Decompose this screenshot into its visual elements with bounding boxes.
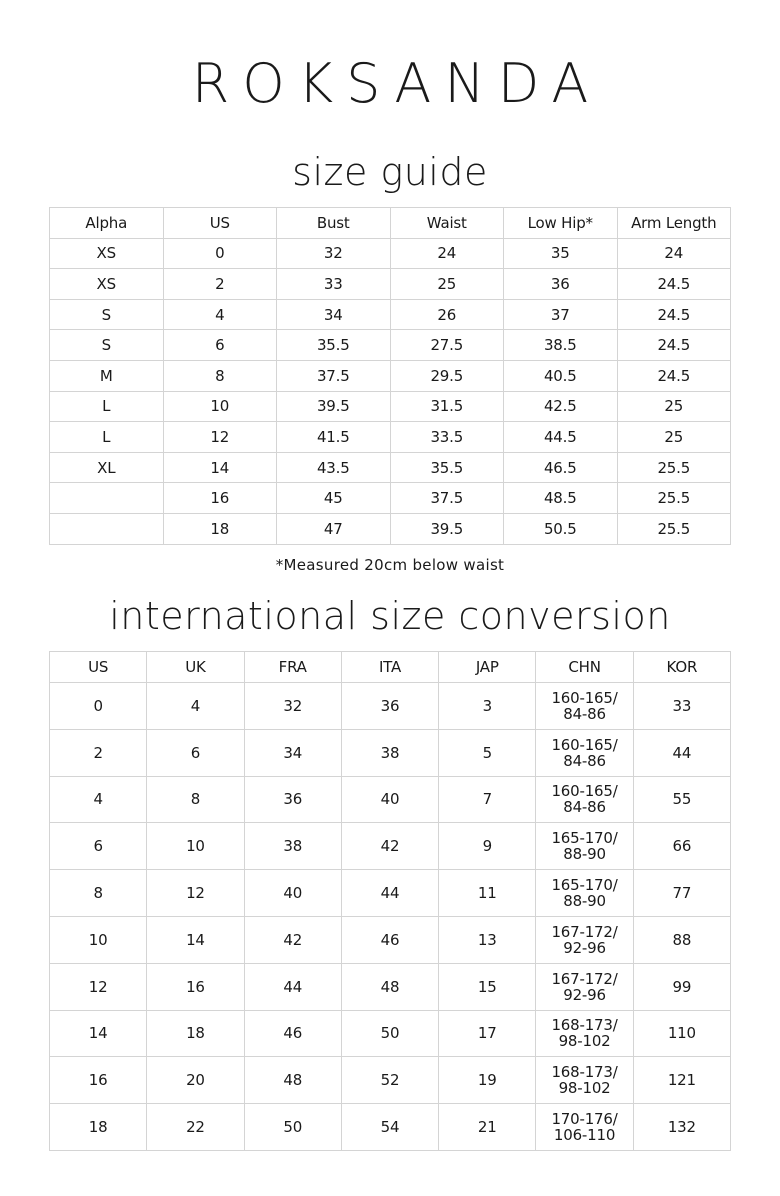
conversion-cell-fra: 46: [244, 1010, 341, 1057]
conversion-cell-ita: 46: [341, 916, 438, 963]
conversion-cell-us: 12: [50, 963, 147, 1010]
conversion-chn-line: 168-173/: [551, 1063, 618, 1082]
size-guide-header-us: US: [163, 208, 277, 239]
conversion-header-ita: ITA: [341, 652, 438, 683]
size-guide-cell-us: 12: [163, 422, 277, 453]
size-guide-header-alpha: Alpha: [50, 208, 164, 239]
size-guide-cell-bust: 45: [277, 483, 391, 514]
conversion-cell-us: 2: [50, 729, 147, 776]
conversion-chn-line: 106-110: [553, 1126, 616, 1145]
conversion-body: [50, 683, 731, 1151]
table-row: [50, 1104, 731, 1151]
size-guide-cell-waist: 26: [390, 299, 504, 330]
size-guide-cell-arm-length: 25.5: [617, 483, 731, 514]
conversion-cell-ita: 42: [341, 823, 438, 870]
size-conversion-table: [49, 651, 731, 1151]
size-guide-cell-low-hip: 48.5: [504, 483, 618, 514]
brand-logo: ROKSANDA: [191, 52, 602, 115]
conversion-header-fra: FRA: [244, 652, 341, 683]
conversion-cell-ita: 40: [341, 776, 438, 823]
conversion-cell-uk: 6: [147, 729, 244, 776]
conversion-cell-jap: 17: [439, 1010, 536, 1057]
conversion-cell-ita: 54: [341, 1104, 438, 1151]
conversion-cell-uk: 20: [147, 1057, 244, 1104]
size-guide-cell-arm-length: 24.5: [617, 299, 731, 330]
conversion-cell-chn: [536, 1057, 633, 1104]
conversion-cell-fra: 32: [244, 683, 341, 730]
table-row: [50, 422, 731, 453]
size-guide-cell-alpha: XS: [50, 269, 164, 300]
conversion-cell-chn: [536, 870, 633, 917]
conversion-cell-fra: 50: [244, 1104, 341, 1151]
conversion-header-jap: JAP: [439, 652, 536, 683]
conversion-cell-kor: 44: [633, 729, 730, 776]
table-row: [50, 776, 731, 823]
conversion-cell-uk: 12: [147, 870, 244, 917]
size-guide-table: [49, 207, 731, 545]
size-guide-cell-low-hip: 36: [504, 269, 618, 300]
conversion-chn-line: 160-165/: [551, 735, 618, 754]
size-guide-cell-arm-length: 25.5: [617, 513, 731, 544]
size-guide-cell-us: 18: [163, 513, 277, 544]
conversion-cell-chn: [536, 963, 633, 1010]
size-guide-cell-alpha: [50, 513, 164, 544]
conversion-cell-us: 4: [50, 776, 147, 823]
conversion-cell-us: 14: [50, 1010, 147, 1057]
conversion-chn-line: 84-86: [563, 704, 606, 723]
size-guide-cell-us: 10: [163, 391, 277, 422]
size-guide-cell-bust: 47: [277, 513, 391, 544]
size-guide-cell-low-hip: 38.5: [504, 330, 618, 361]
conversion-cell-kor: 33: [633, 683, 730, 730]
size-guide-cell-low-hip: 42.5: [504, 391, 618, 422]
size-guide-cell-arm-length: 24.5: [617, 360, 731, 391]
size-guide-cell-arm-length: 24: [617, 238, 731, 269]
size-guide-cell-waist: 29.5: [390, 360, 504, 391]
conversion-cell-chn: [536, 776, 633, 823]
size-guide-cell-alpha: XS: [50, 238, 164, 269]
size-guide-header-arm-length: Arm Length: [617, 208, 731, 239]
size-guide-cell-low-hip: 50.5: [504, 513, 618, 544]
conversion-cell-chn: [536, 823, 633, 870]
conversion-cell-fra: 38: [244, 823, 341, 870]
conversion-chn-line: 167-172/: [551, 969, 618, 988]
conversion-chn-line: 168-173/: [551, 1016, 618, 1035]
table-row: [50, 1010, 731, 1057]
conversion-cell-ita: 44: [341, 870, 438, 917]
conversion-cell-jap: 3: [439, 683, 536, 730]
conversion-cell-us: 8: [50, 870, 147, 917]
table-row: [50, 683, 731, 730]
conversion-cell-kor: 99: [633, 963, 730, 1010]
table-row: [50, 483, 731, 514]
size-guide-cell-low-hip: 44.5: [504, 422, 618, 453]
conversion-chn-line: 92-96: [563, 985, 606, 1004]
size-guide-cell-waist: 24: [390, 238, 504, 269]
size-guide-cell-waist: 37.5: [390, 483, 504, 514]
conversion-cell-jap: 9: [439, 823, 536, 870]
size-guide-cell-alpha: S: [50, 299, 164, 330]
conversion-cell-chn: [536, 1010, 633, 1057]
size-guide-cell-us: 0: [163, 238, 277, 269]
size-guide-cell-us: 4: [163, 299, 277, 330]
table-row: [50, 238, 731, 269]
size-guide-cell-waist: 25: [390, 269, 504, 300]
size-guide-cell-waist: 35.5: [390, 452, 504, 483]
conversion-cell-kor: 110: [633, 1010, 730, 1057]
conversion-cell-uk: 10: [147, 823, 244, 870]
size-guide-cell-us: 14: [163, 452, 277, 483]
size-guide-cell-arm-length: 25: [617, 422, 731, 453]
conversion-header-uk: UK: [147, 652, 244, 683]
size-guide-cell-alpha: XL: [50, 452, 164, 483]
table-row: [50, 870, 731, 917]
conversion-chn-line: 170-176/: [551, 1110, 618, 1129]
size-guide-cell-us: 2: [163, 269, 277, 300]
conversion-cell-uk: 4: [147, 683, 244, 730]
size-guide-cell-bust: 41.5: [277, 422, 391, 453]
conversion-title: international size conversion: [109, 594, 671, 638]
size-guide-cell-us: 6: [163, 330, 277, 361]
conversion-cell-fra: 40: [244, 870, 341, 917]
conversion-header-us: US: [50, 652, 147, 683]
conversion-cell-us: 10: [50, 916, 147, 963]
table-row: [50, 391, 731, 422]
size-guide-cell-bust: 37.5: [277, 360, 391, 391]
conversion-cell-us: 16: [50, 1057, 147, 1104]
table-row: [50, 513, 731, 544]
size-guide-cell-alpha: L: [50, 391, 164, 422]
conversion-chn-line: 165-170/: [551, 876, 618, 895]
conversion-cell-uk: 22: [147, 1104, 244, 1151]
conversion-cell-ita: 52: [341, 1057, 438, 1104]
conversion-cell-fra: 42: [244, 916, 341, 963]
conversion-chn-line: 92-96: [563, 938, 606, 957]
table-row: [50, 963, 731, 1010]
size-guide-cell-arm-length: 24.5: [617, 330, 731, 361]
table-row: [50, 269, 731, 300]
size-guide-cell-us: 16: [163, 483, 277, 514]
conversion-cell-kor: 66: [633, 823, 730, 870]
conversion-cell-kor: 77: [633, 870, 730, 917]
size-guide-cell-arm-length: 24.5: [617, 269, 731, 300]
conversion-cell-chn: [536, 729, 633, 776]
table-row: [50, 729, 731, 776]
conversion-chn-line: 84-86: [563, 751, 606, 770]
conversion-chn-line: 98-102: [558, 1032, 611, 1051]
conversion-chn-line: 98-102: [558, 1079, 611, 1098]
size-guide-cell-bust: 35.5: [277, 330, 391, 361]
conversion-cell-ita: 36: [341, 683, 438, 730]
conversion-cell-fra: 44: [244, 963, 341, 1010]
conversion-header-row: [50, 652, 731, 683]
size-guide-cell-bust: 32: [277, 238, 391, 269]
table-row: [50, 916, 731, 963]
conversion-cell-uk: 18: [147, 1010, 244, 1057]
conversion-cell-jap: 13: [439, 916, 536, 963]
conversion-cell-jap: 5: [439, 729, 536, 776]
conversion-chn-line: 167-172/: [551, 922, 618, 941]
table-row: [50, 360, 731, 391]
size-guide-cell-alpha: S: [50, 330, 164, 361]
size-guide-cell-waist: 31.5: [390, 391, 504, 422]
conversion-chn-line: 165-170/: [551, 829, 618, 848]
size-guide-cell-arm-length: 25.5: [617, 452, 731, 483]
table-row: [50, 452, 731, 483]
size-guide-cell-waist: 27.5: [390, 330, 504, 361]
size-guide-cell-bust: 39.5: [277, 391, 391, 422]
size-guide-cell-low-hip: 46.5: [504, 452, 618, 483]
conversion-chn-line: 160-165/: [551, 782, 618, 801]
conversion-cell-uk: 8: [147, 776, 244, 823]
conversion-cell-kor: 132: [633, 1104, 730, 1151]
conversion-cell-jap: 21: [439, 1104, 536, 1151]
conversion-cell-chn: [536, 683, 633, 730]
table-row: [50, 1057, 731, 1104]
conversion-header-chn: CHN: [536, 652, 633, 683]
conversion-cell-kor: 55: [633, 776, 730, 823]
size-guide-cell-bust: 43.5: [277, 452, 391, 483]
size-guide-cell-waist: 33.5: [390, 422, 504, 453]
size-guide-cell-low-hip: 40.5: [504, 360, 618, 391]
size-guide-cell-low-hip: 35: [504, 238, 618, 269]
size-guide-cell-low-hip: 37: [504, 299, 618, 330]
size-guide-cell-bust: 34: [277, 299, 391, 330]
size-guide-cell-alpha: [50, 483, 164, 514]
size-guide-cell-alpha: M: [50, 360, 164, 391]
size-guide-title: size guide: [292, 150, 488, 194]
conversion-cell-ita: 50: [341, 1010, 438, 1057]
conversion-cell-fra: 34: [244, 729, 341, 776]
conversion-cell-us: 0: [50, 683, 147, 730]
size-guide-header-low-hip: Low Hip*: [504, 208, 618, 239]
conversion-cell-us: 18: [50, 1104, 147, 1151]
conversion-cell-uk: 14: [147, 916, 244, 963]
conversion-cell-fra: 36: [244, 776, 341, 823]
size-guide-cell-alpha: L: [50, 422, 164, 453]
conversion-chn-line: 88-90: [563, 845, 606, 864]
conversion-cell-ita: 48: [341, 963, 438, 1010]
table-row: [50, 823, 731, 870]
conversion-cell-jap: 7: [439, 776, 536, 823]
conversion-cell-kor: 88: [633, 916, 730, 963]
size-guide-header-waist: Waist: [390, 208, 504, 239]
size-guide-cell-waist: 39.5: [390, 513, 504, 544]
conversion-cell-jap: 11: [439, 870, 536, 917]
conversion-chn-line: 160-165/: [551, 688, 618, 707]
size-guide-header-row: [50, 208, 731, 239]
conversion-cell-fra: 48: [244, 1057, 341, 1104]
conversion-cell-ita: 38: [341, 729, 438, 776]
size-guide-cell-us: 8: [163, 360, 277, 391]
conversion-cell-us: 6: [50, 823, 147, 870]
low-hip-footnote: *Measured 20cm below waist: [275, 556, 505, 574]
table-row: [50, 330, 731, 361]
conversion-cell-chn: [536, 1104, 633, 1151]
size-guide-header-bust: Bust: [277, 208, 391, 239]
conversion-cell-kor: 121: [633, 1057, 730, 1104]
table-row: [50, 299, 731, 330]
conversion-header-kor: KOR: [633, 652, 730, 683]
conversion-cell-jap: 15: [439, 963, 536, 1010]
conversion-cell-uk: 16: [147, 963, 244, 1010]
size-guide-body: [50, 238, 731, 544]
conversion-cell-chn: [536, 916, 633, 963]
conversion-chn-line: 88-90: [563, 892, 606, 911]
conversion-cell-jap: 19: [439, 1057, 536, 1104]
conversion-chn-line: 84-86: [563, 798, 606, 817]
size-guide-cell-bust: 33: [277, 269, 391, 300]
size-guide-cell-arm-length: 25: [617, 391, 731, 422]
